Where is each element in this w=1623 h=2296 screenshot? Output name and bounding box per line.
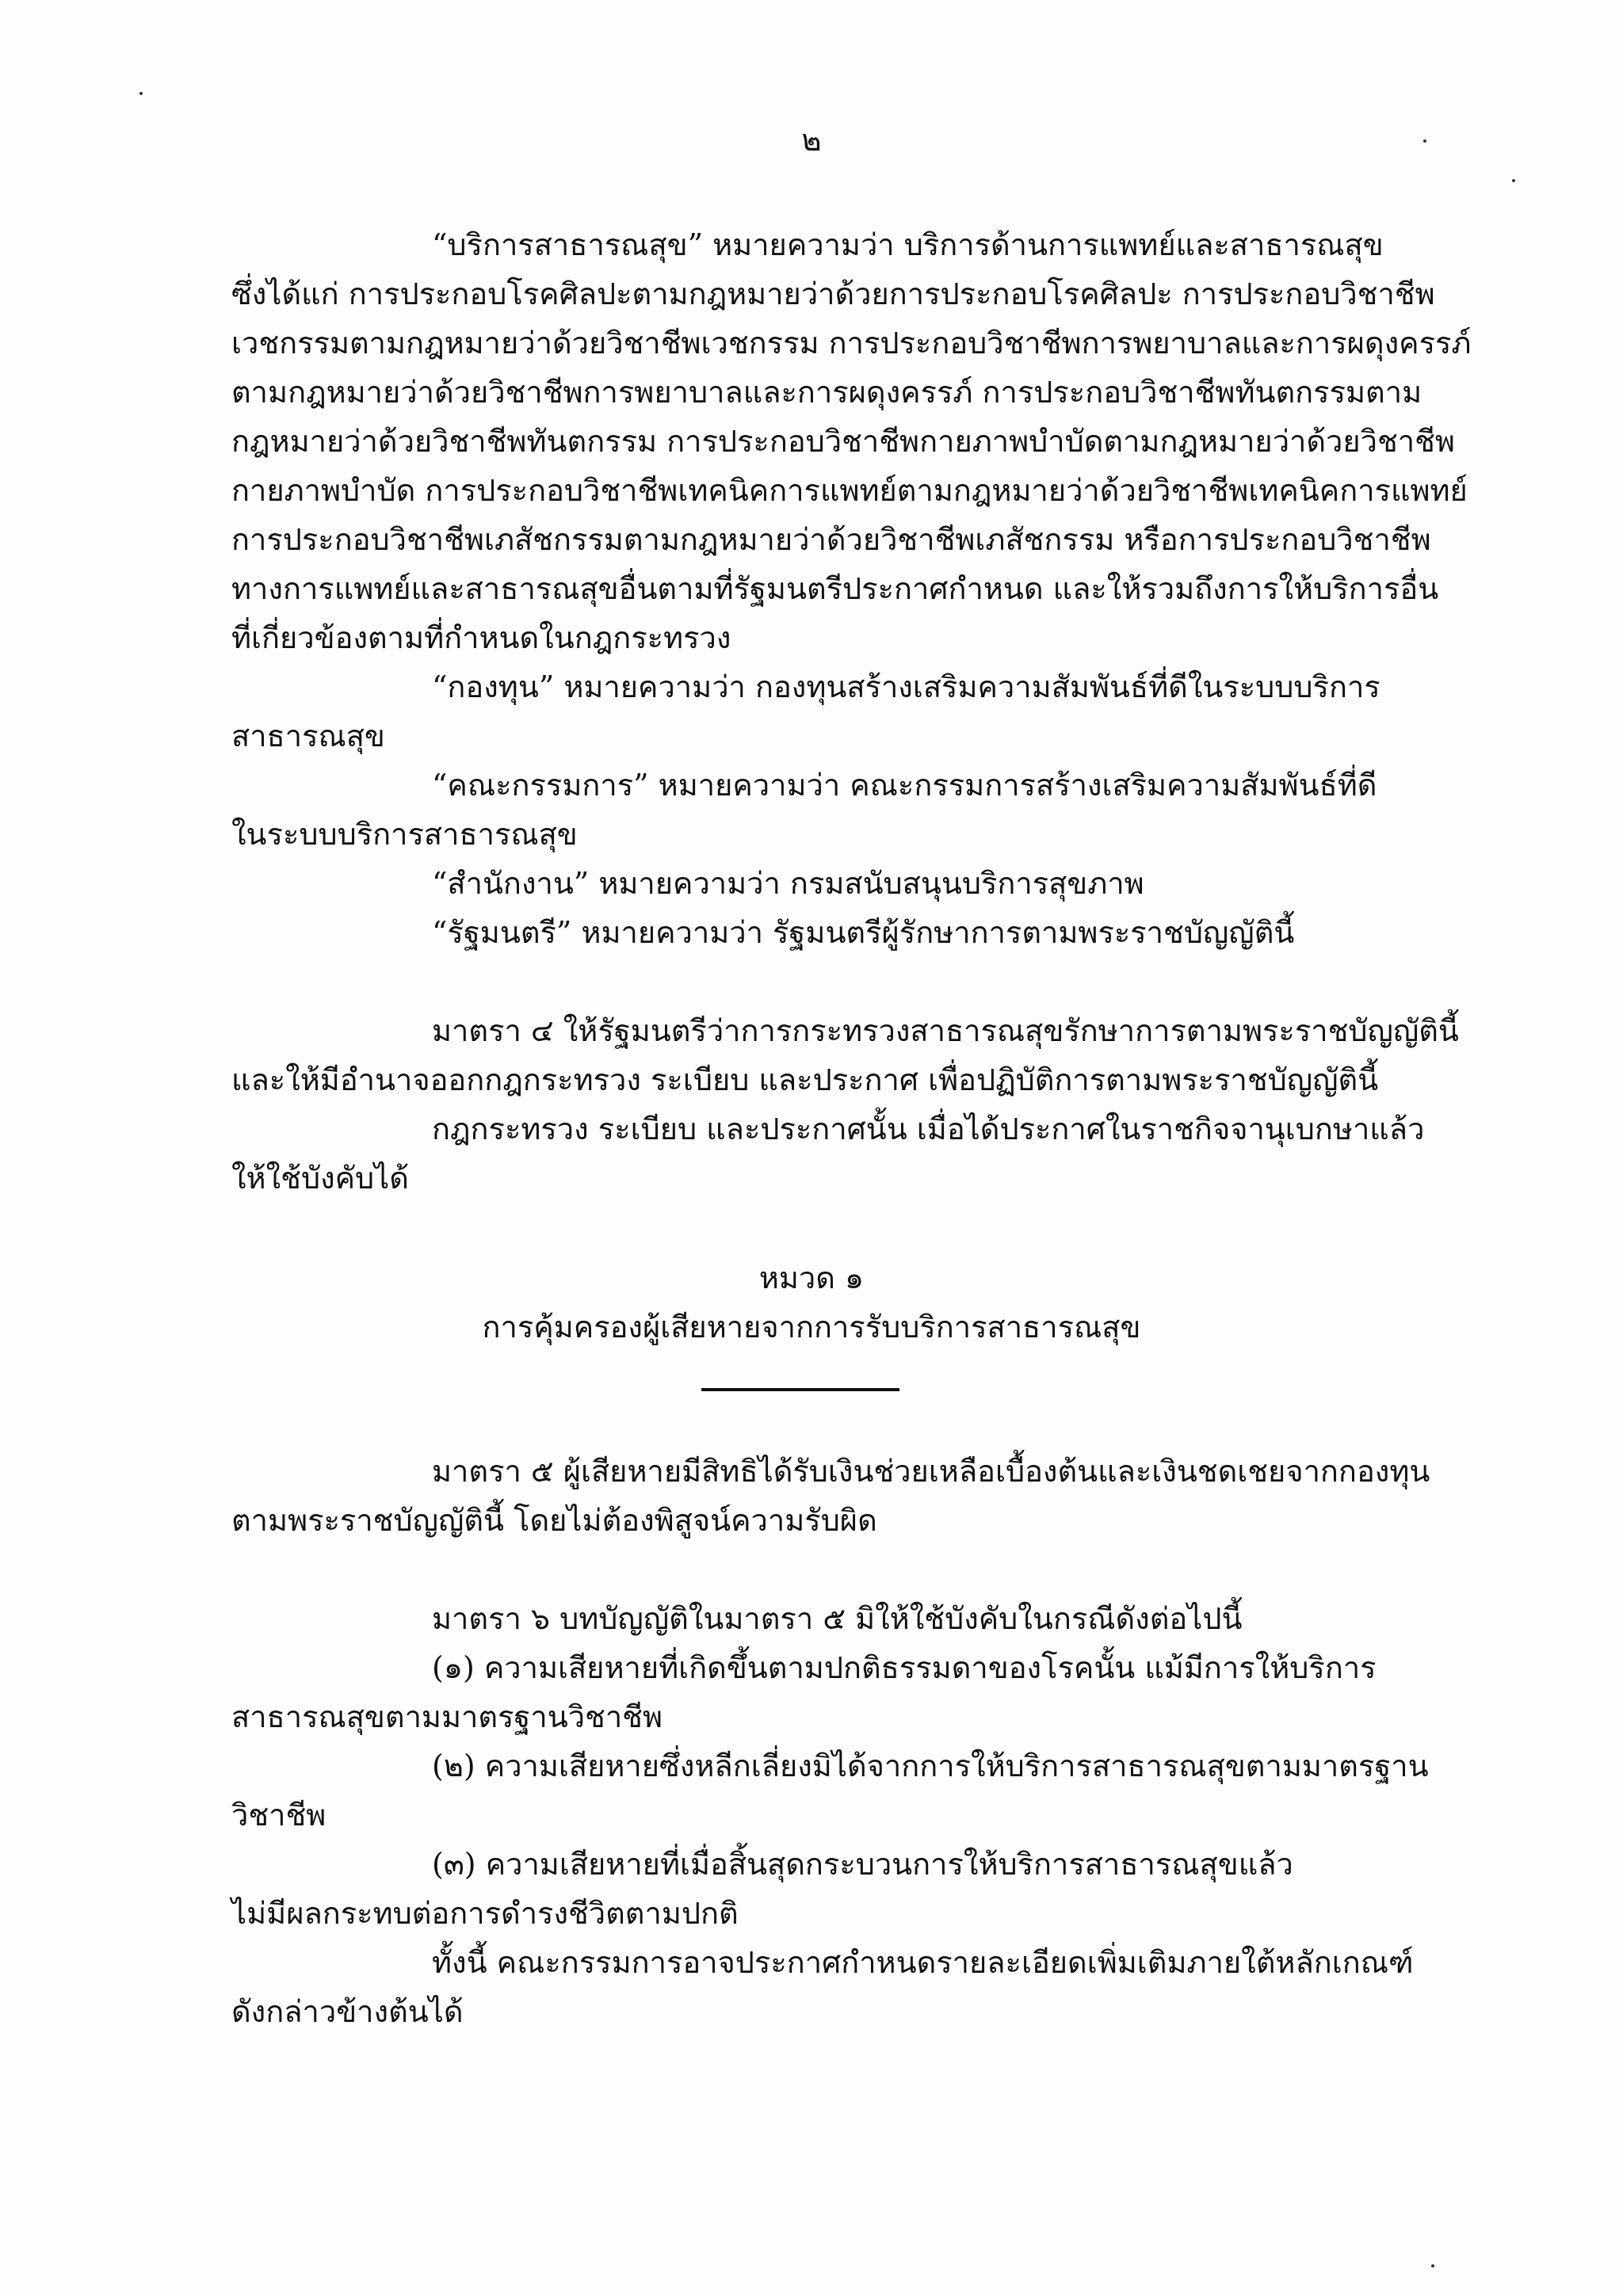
chapter-title: การคุ้มครองผู้เสียหายจากการรับบริการสาธารณสุข: [482, 1310, 1141, 1344]
definition-line: “คณะกรรมการ” หมายความว่า คณะกรรมการสร้างเสริมความสัมพันธ์ที่ดี: [432, 768, 1377, 803]
section-line: ตามพระราชบัญญัตินี้ โดยไม่ต้องพิสูจน์ความรับผิด: [231, 1503, 877, 1538]
section-line: มาตรา ๖ บทบัญญัติในมาตรา ๕ มิให้ใช้บังคับในกรณีดังต่อไปนี้: [432, 1601, 1243, 1636]
scan-speck: [1512, 179, 1515, 182]
definition-line: กายภาพบำบัด การประกอบวิชาชีพเทคนิคการแพทย์ตามกฎหมายว่าด้วยวิชาชีพเทคนิคการแพทย์: [231, 473, 1468, 508]
list-item-line: วิชาชีพ: [231, 1798, 327, 1833]
definition-line: “บริการสาธารณสุข” หมายความว่า บริการด้านการแพทย์และสาธารณสุข: [432, 227, 1384, 262]
definition-line: เวชกรรมตามกฎหมายว่าด้วยวิชาชีพเวชกรรม การประกอบวิชาชีพการพยาบาลและการผดุงครรภ์: [231, 326, 1472, 360]
list-item-line: สาธารณสุขตามมาตรฐานวิชาชีพ: [231, 1699, 663, 1734]
scan-speck: [139, 92, 143, 95]
definition-line: ที่เกี่ยวข้องตามที่กำหนดในกฎกระทรวง: [231, 620, 731, 655]
definition-line: “กองทุน” หมายความว่า กองทุนสร้างเสริมความสัมพันธ์ที่ดีในระบบบริการ: [432, 669, 1381, 704]
definition-line: ตามกฎหมายว่าด้วยวิชาชีพการพยาบาลและการผดุงครรภ์ การประกอบวิชาชีพทันตกรรมตาม: [231, 375, 1423, 410]
list-item-line: (๒) ความเสียหายซึ่งหลีกเลี่ยงมิได้จากการให้บริการสาธารณสุขตามมาตรฐาน: [432, 1749, 1429, 1783]
list-item-line: (๑) ความเสียหายที่เกิดขึ้นตามปกติธรรมดาของโรคนั้น แม้มีการให้บริการ: [432, 1650, 1377, 1685]
section-line: ให้ใช้บังคับได้: [231, 1161, 409, 1196]
section-line: และให้มีอำนาจออกกฎกระทรวง ระเบียบ และประกาศ เพื่อปฏิบัติการตามพระราชบัญญัตินี้: [231, 1062, 1379, 1097]
definition-line: “สำนักงาน” หมายความว่า กรมสนับสนุนบริการสุขภาพ: [432, 866, 1144, 901]
page-number: ๒: [801, 123, 822, 158]
section-line: มาตรา ๔ ให้รัฐมนตรีว่าการกระทรวงสาธารณสุขรักษาการตามพระราชบัญญัตินี้: [432, 1013, 1459, 1048]
chapter-number: หมวด ๑: [758, 1261, 865, 1295]
definition-line: ซึ่งได้แก่ การประกอบโรคศิลปะตามกฎหมายว่าด้วยการประกอบโรคศิลปะ การประกอบวิชาชีพ: [231, 277, 1435, 311]
definition-line: ทางการแพทย์และสาธารณสุขอื่นตามที่รัฐมนตรีประกาศกำหนด และให้รวมถึงการให้บริการอื่น: [231, 571, 1439, 606]
definition-line: สาธารณสุข: [231, 719, 385, 753]
list-item-line: (๓) ความเสียหายที่เมื่อสิ้นสุดกระบวนการให้บริการสาธารณสุขแล้ว: [432, 1847, 1293, 1882]
chapter-divider: [701, 1388, 899, 1391]
definition-line: ในระบบบริการสาธารณสุข: [231, 817, 578, 852]
definition-line: กฎหมายว่าด้วยวิชาชีพทันตกรรม การประกอบวิชาชีพกายภาพบำบัดตามกฎหมายว่าด้วยวิชาชีพ: [231, 424, 1455, 459]
section-line: ทั้งนี้ คณะกรรมการอาจประกาศกำหนดรายละเอียดเพิ่มเติมภายใต้หลักเกณฑ์: [432, 1945, 1414, 1980]
definition-line: “รัฐมนตรี” หมายความว่า รัฐมนตรีผู้รักษาการตามพระราชบัญญัตินี้: [432, 915, 1295, 950]
scan-speck: [1431, 2264, 1434, 2267]
definition-line: การประกอบวิชาชีพเภสัชกรรมตามกฎหมายว่าด้วยวิชาชีพเภสัชกรรม หรือการประกอบวิชาชีพ: [231, 522, 1431, 557]
section-line: มาตรา ๕ ผู้เสียหายมีสิทธิได้รับเงินช่วยเหลือเบื้องต้นและเงินชดเชยจากกองทุน: [432, 1454, 1430, 1489]
section-line: ดังกล่าวข้างต้นได้: [231, 1994, 464, 2029]
list-item-line: ไม่มีผลกระทบต่อการดำรงชีวิตตามปกติ: [231, 1896, 739, 1931]
section-line: กฎกระทรวง ระเบียบ และประกาศนั้น เมื่อได้ประกาศในราชกิจจานุเบกษาแล้ว: [432, 1112, 1425, 1146]
